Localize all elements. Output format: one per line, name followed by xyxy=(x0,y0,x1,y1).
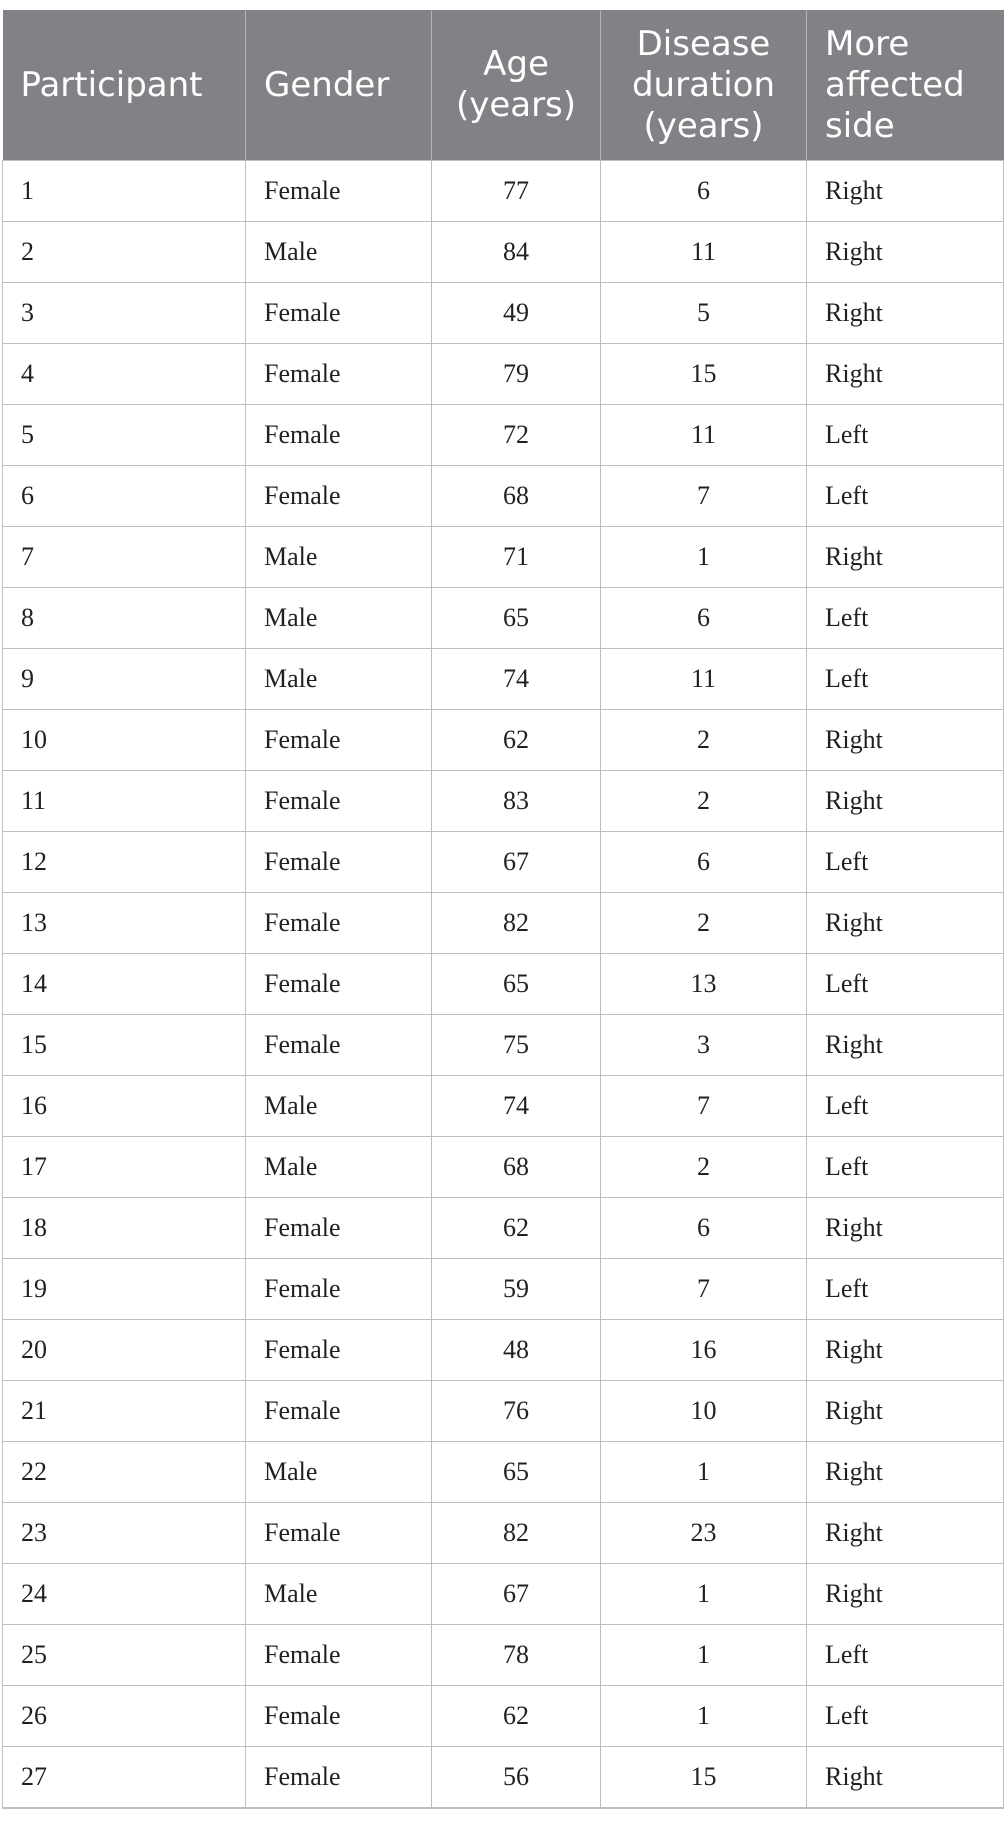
gender-cell: Male xyxy=(246,1076,432,1137)
participant-cell: 23 xyxy=(3,1503,246,1564)
gender-cell: Male xyxy=(246,1442,432,1503)
header-disease-duration: Disease duration (years) xyxy=(601,10,807,161)
gender-cell: Female xyxy=(246,1686,432,1747)
participant-cell: 22 xyxy=(3,1442,246,1503)
side-cell: Right xyxy=(807,1015,1004,1076)
participant-cell: 8 xyxy=(3,588,246,649)
side-cell: Right xyxy=(807,1198,1004,1259)
gender-cell: Female xyxy=(246,1320,432,1381)
age-cell: 74 xyxy=(432,649,601,710)
header-age: Age (years) xyxy=(432,10,601,161)
age-cell: 83 xyxy=(432,771,601,832)
gender-cell: Female xyxy=(246,1503,432,1564)
duration-cell: 3 xyxy=(601,1015,807,1076)
table-row xyxy=(3,1686,1004,1747)
side-cell: Left xyxy=(807,1137,1004,1198)
side-cell: Right xyxy=(807,222,1004,283)
duration-cell: 6 xyxy=(601,1198,807,1259)
table-row xyxy=(3,1076,1004,1137)
side-cell: Left xyxy=(807,649,1004,710)
age-cell: 76 xyxy=(432,1381,601,1442)
table-row xyxy=(3,832,1004,893)
age-cell: 72 xyxy=(432,405,601,466)
participant-cell: 4 xyxy=(3,344,246,405)
gender-cell: Female xyxy=(246,710,432,771)
age-cell: 68 xyxy=(432,466,601,527)
duration-cell: 11 xyxy=(601,222,807,283)
table-row xyxy=(3,1198,1004,1259)
side-cell: Left xyxy=(807,588,1004,649)
age-cell: 65 xyxy=(432,1442,601,1503)
side-cell: Left xyxy=(807,405,1004,466)
side-cell: Right xyxy=(807,1442,1004,1503)
gender-cell: Female xyxy=(246,1198,432,1259)
table-row xyxy=(3,588,1004,649)
participant-cell: 17 xyxy=(3,1137,246,1198)
table-row xyxy=(3,344,1004,405)
gender-cell: Female xyxy=(246,344,432,405)
duration-cell: 6 xyxy=(601,161,807,222)
table-header xyxy=(3,10,1004,161)
duration-cell: 1 xyxy=(601,1564,807,1625)
duration-cell: 15 xyxy=(601,1747,807,1809)
gender-cell: Female xyxy=(246,893,432,954)
table-row xyxy=(3,222,1004,283)
age-cell: 65 xyxy=(432,954,601,1015)
side-cell: Left xyxy=(807,1259,1004,1320)
participant-cell: 13 xyxy=(3,893,246,954)
header-participant: Participant xyxy=(3,10,246,161)
participant-cell: 18 xyxy=(3,1198,246,1259)
participant-cell: 7 xyxy=(3,527,246,588)
participant-cell: 5 xyxy=(3,405,246,466)
age-cell: 82 xyxy=(432,1503,601,1564)
duration-cell: 11 xyxy=(601,405,807,466)
gender-cell: Male xyxy=(246,1137,432,1198)
duration-cell: 2 xyxy=(601,710,807,771)
gender-cell: Male xyxy=(246,222,432,283)
age-cell: 68 xyxy=(432,1137,601,1198)
table-body xyxy=(3,161,1004,1809)
table-row xyxy=(3,1259,1004,1320)
side-cell: Left xyxy=(807,1625,1004,1686)
participant-cell: 19 xyxy=(3,1259,246,1320)
side-cell: Right xyxy=(807,1381,1004,1442)
age-cell: 67 xyxy=(432,832,601,893)
age-cell: 48 xyxy=(432,1320,601,1381)
duration-cell: 13 xyxy=(601,954,807,1015)
duration-cell: 15 xyxy=(601,344,807,405)
table-row xyxy=(3,710,1004,771)
table-row xyxy=(3,1015,1004,1076)
participant-cell: 1 xyxy=(3,161,246,222)
table-row xyxy=(3,1564,1004,1625)
participant-cell: 11 xyxy=(3,771,246,832)
table-row xyxy=(3,405,1004,466)
participant-cell: 24 xyxy=(3,1564,246,1625)
table-row xyxy=(3,1625,1004,1686)
table-row xyxy=(3,1320,1004,1381)
table-row xyxy=(3,161,1004,222)
table-row xyxy=(3,1381,1004,1442)
duration-cell: 11 xyxy=(601,649,807,710)
duration-cell: 2 xyxy=(601,893,807,954)
gender-cell: Female xyxy=(246,1259,432,1320)
duration-cell: 1 xyxy=(601,1625,807,1686)
gender-cell: Female xyxy=(246,1747,432,1809)
side-cell: Left xyxy=(807,954,1004,1015)
table-row xyxy=(3,1503,1004,1564)
age-cell: 74 xyxy=(432,1076,601,1137)
age-cell: 82 xyxy=(432,893,601,954)
header-row xyxy=(3,10,1004,161)
duration-cell: 1 xyxy=(601,527,807,588)
participant-cell: 25 xyxy=(3,1625,246,1686)
participant-cell: 2 xyxy=(3,222,246,283)
duration-cell: 16 xyxy=(601,1320,807,1381)
side-cell: Right xyxy=(807,771,1004,832)
age-cell: 62 xyxy=(432,1686,601,1747)
participant-cell: 26 xyxy=(3,1686,246,1747)
duration-cell: 6 xyxy=(601,588,807,649)
age-cell: 62 xyxy=(432,1198,601,1259)
age-cell: 71 xyxy=(432,527,601,588)
side-cell: Left xyxy=(807,1076,1004,1137)
duration-cell: 1 xyxy=(601,1442,807,1503)
gender-cell: Female xyxy=(246,283,432,344)
gender-cell: Male xyxy=(246,527,432,588)
participant-cell: 16 xyxy=(3,1076,246,1137)
duration-cell: 7 xyxy=(601,1076,807,1137)
side-cell: Right xyxy=(807,1503,1004,1564)
gender-cell: Female xyxy=(246,1015,432,1076)
gender-cell: Female xyxy=(246,405,432,466)
table-row xyxy=(3,1747,1004,1809)
participant-cell: 9 xyxy=(3,649,246,710)
side-cell: Left xyxy=(807,1686,1004,1747)
side-cell: Right xyxy=(807,1564,1004,1625)
table-row xyxy=(3,1137,1004,1198)
participants-table xyxy=(2,10,1004,1809)
side-cell: Right xyxy=(807,1747,1004,1809)
side-cell: Right xyxy=(807,344,1004,405)
gender-cell: Female xyxy=(246,771,432,832)
side-cell: Left xyxy=(807,466,1004,527)
duration-cell: 7 xyxy=(601,1259,807,1320)
duration-cell: 7 xyxy=(601,466,807,527)
duration-cell: 6 xyxy=(601,832,807,893)
participant-cell: 10 xyxy=(3,710,246,771)
participant-cell: 12 xyxy=(3,832,246,893)
participant-cell: 15 xyxy=(3,1015,246,1076)
participant-cell: 6 xyxy=(3,466,246,527)
gender-cell: Female xyxy=(246,954,432,1015)
age-cell: 59 xyxy=(432,1259,601,1320)
participant-cell: 27 xyxy=(3,1747,246,1809)
age-cell: 84 xyxy=(432,222,601,283)
age-cell: 67 xyxy=(432,1564,601,1625)
side-cell: Right xyxy=(807,527,1004,588)
gender-cell: Female xyxy=(246,161,432,222)
side-cell: Right xyxy=(807,283,1004,344)
gender-cell: Female xyxy=(246,1625,432,1686)
age-cell: 75 xyxy=(432,1015,601,1076)
gender-cell: Male xyxy=(246,1564,432,1625)
gender-cell: Female xyxy=(246,1381,432,1442)
table-row xyxy=(3,954,1004,1015)
age-cell: 65 xyxy=(432,588,601,649)
side-cell: Right xyxy=(807,1320,1004,1381)
table-row xyxy=(3,527,1004,588)
participant-cell: 14 xyxy=(3,954,246,1015)
side-cell: Left xyxy=(807,832,1004,893)
age-cell: 78 xyxy=(432,1625,601,1686)
table-row xyxy=(3,771,1004,832)
duration-cell: 23 xyxy=(601,1503,807,1564)
table-row xyxy=(3,649,1004,710)
side-cell: Right xyxy=(807,893,1004,954)
duration-cell: 5 xyxy=(601,283,807,344)
participant-cell: 3 xyxy=(3,283,246,344)
duration-cell: 2 xyxy=(601,1137,807,1198)
header-more-affected-side: More affected side xyxy=(807,10,1004,161)
gender-cell: Female xyxy=(246,466,432,527)
table-row xyxy=(3,1442,1004,1503)
age-cell: 62 xyxy=(432,710,601,771)
gender-cell: Male xyxy=(246,649,432,710)
side-cell: Right xyxy=(807,710,1004,771)
duration-cell: 2 xyxy=(601,771,807,832)
participant-cell: 20 xyxy=(3,1320,246,1381)
side-cell: Right xyxy=(807,161,1004,222)
table-row xyxy=(3,893,1004,954)
table-row xyxy=(3,283,1004,344)
age-cell: 56 xyxy=(432,1747,601,1809)
age-cell: 79 xyxy=(432,344,601,405)
age-cell: 77 xyxy=(432,161,601,222)
age-cell: 49 xyxy=(432,283,601,344)
gender-cell: Female xyxy=(246,832,432,893)
header-gender: Gender xyxy=(246,10,432,161)
duration-cell: 10 xyxy=(601,1381,807,1442)
duration-cell: 1 xyxy=(601,1686,807,1747)
table-row xyxy=(3,466,1004,527)
gender-cell: Male xyxy=(246,588,432,649)
participant-cell: 21 xyxy=(3,1381,246,1442)
